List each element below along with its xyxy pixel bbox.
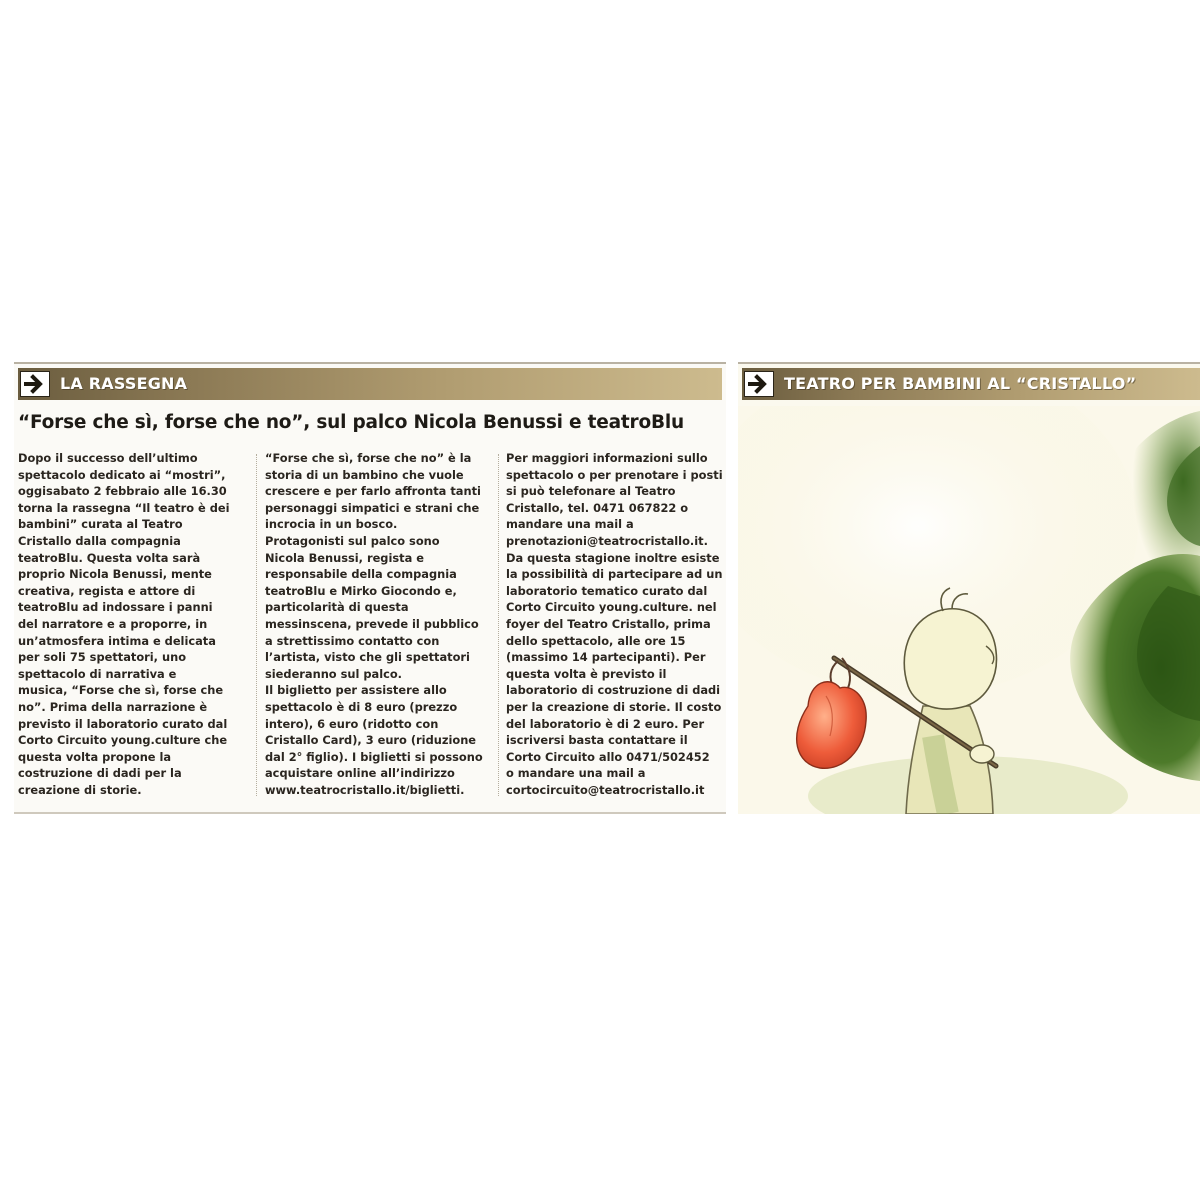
text-line: musica, “Forse che sì, forse che [18,683,224,698]
text-line: personaggi simpatici e strani che [265,500,480,515]
text-line: Dopo il successo dell’ultimo [18,451,198,465]
section-label: LA RASSEGNA [60,374,188,393]
text-line: storia di un bambino che vuole [265,467,464,482]
text-line: dello spettacolo, alle ore 15 [506,633,686,648]
text-line: creativa, regista e attore di [18,583,196,598]
text-line: per soli 75 spettatori, uno [18,650,187,665]
column-divider [498,454,499,796]
text-line: la possibilità di partecipare ad un [506,567,723,582]
text-line: Per maggiori informazioni sullo [506,451,708,465]
text-line: previsto il laboratorio curato dal [18,716,228,731]
text-line: teatroBlu e Mirko Giocondo e, [265,583,457,598]
column-divider [256,454,257,796]
text-line: questa volta è previsto il [506,666,667,681]
text-line: si può telefonare al Teatro [506,484,676,499]
text-line: crescere e per farlo affronta tanti [265,484,481,499]
text-line: iscriversi basta contattare il [506,733,688,748]
promo-panel [738,362,1200,814]
text-line: spettacolo o per prenotare i posti [506,467,723,482]
text-line: (massimo 14 partecipanti). Per [506,650,706,665]
article-column-1 [18,450,230,798]
text-line: prenotazioni@teatrocristallo.it. [506,533,708,548]
text-line: teatroBlu. Questa volta sarà [18,550,201,565]
text-line: Cristallo dalla compagnia [18,533,181,548]
text-line: bambini” curata al Teatro [18,517,183,532]
text-line: torna la rassegna “Il teatro è dei [18,500,230,515]
text-line: creazione di storie. [18,782,142,797]
text-line: particolarità di questa [265,600,409,615]
text-line: spettacolo è di 8 euro (prezzo [265,699,458,714]
text-line: Protagonisti sul palco sono [265,533,440,548]
text-line: acquistare online all’indirizzo [265,766,455,781]
text-line: del narratore e a proporre, in [18,616,208,631]
top-rule [14,362,726,364]
text-line: messinscena, prevede il pubblico [265,616,479,631]
text-line: siederanno sul palco. [265,666,403,681]
text-line: Cristallo Card), 3 euro (riduzione [265,733,477,748]
text-line: un’atmosfera intima e delicata [18,633,216,648]
text-line: intero), 6 euro (ridotto con [265,716,439,731]
text-line: a strettissimo contatto con [265,633,440,648]
article-column-3 [506,450,723,798]
text-line: questa volta propone la [18,749,172,764]
promo-section-label: TEATRO PER BAMBINI AL “CRISTALLO” [784,374,1137,393]
text-line: Cristallo, tel. 0471 067822 o [506,500,689,515]
boy-with-bundle-illustration [738,406,1200,814]
text-line: proprio Nicola Benussi, mente [18,567,212,582]
arrow-right-icon [744,371,774,397]
text-line: teatroBlu ad indossare i panni [18,600,213,615]
text-line: mandare una mail a [506,517,634,532]
text-line: Corto Circuito young.culture che [18,733,228,748]
text-line: incrocia in un bosco. [265,517,398,532]
text-line: laboratorio tematico curato dal [506,583,708,598]
text-line: spettacolo di narrativa e [18,666,177,681]
promo-section-bar [742,368,1200,400]
text-line: o mandare una mail a [506,766,646,781]
text-line: dal 2° figlio). I biglietti si possono [265,749,483,764]
text-line: cortocircuito@teatrocristallo.it [506,782,705,797]
text-line: no”. Prima della narrazione è [18,699,208,714]
text-line: Il biglietto per assistere allo [265,683,447,698]
text-line: per la creazione di storie. Il costo [506,699,722,714]
text-line: costruzione di dadi per la [18,766,182,781]
text-line: spettacolo dedicato ai “mostri”, [18,467,226,482]
text-line: Corto Circuito allo 0471/502452 [506,749,710,764]
bottom-rule [14,812,726,814]
headline: “Forse che sì, forse che no”, sul palco Nicola Benussi e teatroBlu [18,412,684,433]
text-line: Nicola Benussi, regista e [265,550,424,565]
text-line: del laboratorio è di 2 euro. Per [506,716,705,731]
text-line: oggisabato 2 febbraio alle 16.30 [18,484,227,499]
section-bar [18,368,722,400]
boy-head [904,609,996,709]
article-column-2 [265,450,483,798]
text-line: www.teatrocristallo.it/biglietti. [265,782,465,797]
text-line: laboratorio di costruzione di dadi [506,683,721,698]
text-line: l’artista, visto che gli spettatori [265,650,470,665]
article [14,362,726,814]
arrow-right-icon [20,371,50,397]
text-line: foyer del Teatro Cristallo, prima [506,616,711,631]
text-line: “Forse che sì, forse che no” è la [265,451,472,465]
text-line: Corto Circuito young.culture. nel [506,600,717,615]
text-line: responsabile della compagnia [265,567,457,582]
top-rule [738,362,1200,364]
text-line: Da questa stagione inoltre esiste [506,550,720,565]
